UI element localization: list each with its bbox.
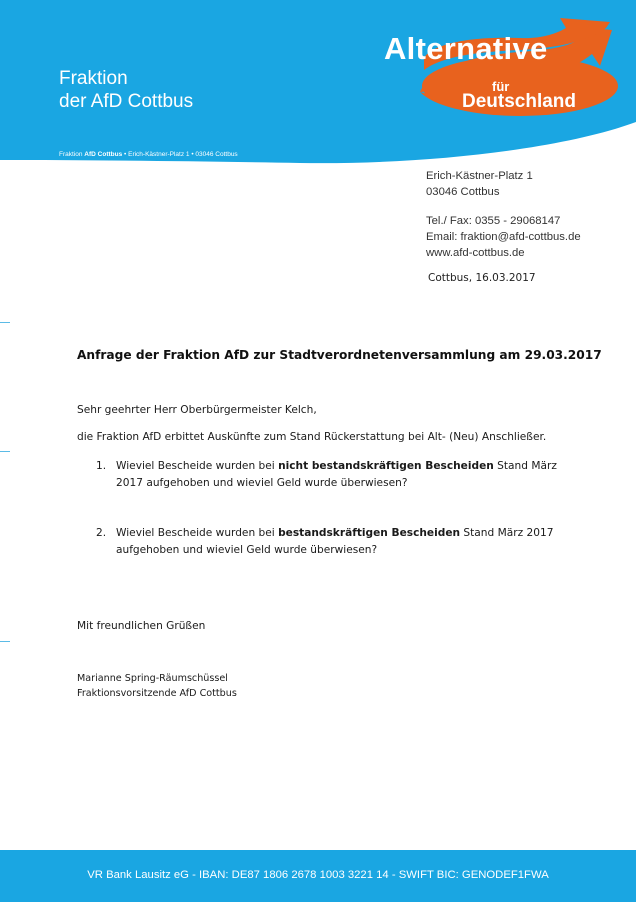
fold-mark [0, 641, 10, 642]
faction-name-line1: Fraktion [59, 68, 128, 89]
sender-return-address [59, 151, 238, 158]
question-text-pre: Wieviel Bescheide wurden bei [116, 527, 279, 539]
faction-name-line2: der AfD Cottbus [59, 91, 194, 112]
question-number: 2. [96, 527, 107, 539]
faction-name [59, 67, 193, 113]
question-text [116, 525, 586, 559]
footer-bank-details: VR Bank Lausitz eG - IBAN: DE87 1806 2678 1003 3221 14 - SWIFT BIC: GENODEF1FWA [87, 869, 549, 881]
contact-city: 03046 Cottbus [426, 186, 500, 198]
sender-pre: Fraktion [59, 151, 85, 158]
intro-paragraph: die Fraktion AfD erbittet Auskünfte zum Stand Rückerstattung bei Alt- (Neu) Anschließer. [77, 431, 547, 443]
contact-block [426, 168, 626, 261]
question-text [116, 458, 586, 492]
salutation: Sehr geehrter Herr Oberbürgermeister Kelch, [77, 404, 317, 416]
question-text-post: Stand März 2017 aufgehoben und wieviel Geld wurde überwiesen? [116, 527, 554, 556]
contact-street: Erich-Kästner-Platz 1 [426, 170, 533, 182]
logo-wordmark-alternative: Alternative [384, 31, 548, 66]
logo-wordmark-deutschland: Deutschland [462, 91, 577, 112]
signatory-name: Marianne Spring-Räumschüssel [77, 673, 228, 684]
question-text-bold: nicht bestandskräftigen Bescheiden [278, 460, 494, 472]
signatory-role: Fraktionsvorsitzende AfD Cottbus [77, 688, 237, 699]
question-text-bold: bestandskräftigen Bescheiden [278, 527, 461, 539]
letter-date: Cottbus, 16.03.2017 [428, 272, 536, 284]
letter-subject: Anfrage der Fraktion AfD zur Stadtverordnetenversammlung am 29.03.2017 [77, 348, 602, 362]
sender-post: • Erich-Kästner-Platz 1 • 03046 Cottbus [122, 151, 238, 158]
fold-mark [0, 451, 10, 452]
signature-block [77, 671, 237, 701]
contact-phone: Tel./ Fax: 0355 - 29068147 [426, 215, 561, 227]
logo-wordmark-fuer: für [492, 79, 510, 94]
closing-phrase: Mit freundlichen Grüßen [77, 620, 206, 632]
letterhead-banner [0, 0, 636, 175]
sender-bold: AfD Cottbus [84, 151, 123, 158]
fold-mark [0, 322, 10, 323]
contact-web: www.afd-cottbus.de [426, 247, 525, 259]
question-text-pre: Wieviel Bescheide wurden bei [116, 460, 279, 472]
contact-email: Email: fraktion@afd-cottbus.de [426, 231, 581, 243]
question-number: 1. [96, 460, 107, 472]
question-text-post: Stand März 2017 aufgehoben und wieviel Geld wurde überwiesen? [116, 460, 557, 489]
